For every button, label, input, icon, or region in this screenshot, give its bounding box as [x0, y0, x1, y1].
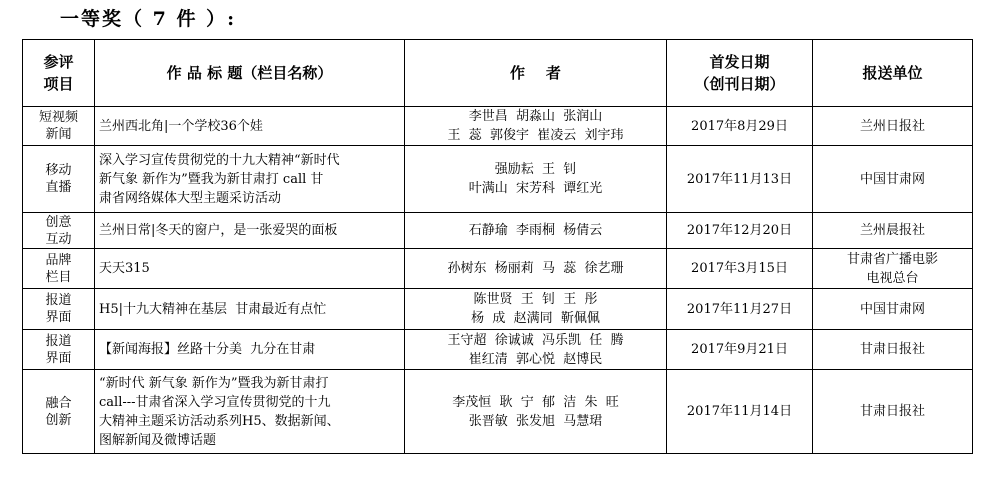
cell-title-line: 肃省网络媒体大型主题采访活动: [99, 190, 282, 206]
awards-table: [22, 39, 973, 454]
cell-category-line: 新闻: [45, 127, 72, 142]
cell-category-line: 创新: [45, 412, 72, 428]
cell-category-line: 品牌: [45, 252, 72, 268]
cell-authors: [405, 289, 667, 330]
cell-title: [95, 330, 405, 370]
cell-org-line: 甘肃日报社: [859, 404, 925, 419]
cell-date: [667, 289, 813, 330]
cell-category: [23, 330, 95, 370]
cell-title-line: call---甘肃省深入学习宣传贯彻党的十九: [99, 394, 331, 410]
cell-org-line: 甘肃日报社: [859, 342, 925, 357]
cell-title-line: “新时代 新气象 新作为”暨我为新甘肃打: [99, 375, 329, 391]
cell-org: [813, 107, 973, 146]
cell-title-line: 兰州西北角|一个学校36个娃: [99, 118, 263, 134]
cell-category-line: 报道: [45, 333, 72, 349]
table-row: [23, 213, 973, 249]
cell-date: [667, 107, 813, 146]
cell-category: [23, 146, 95, 213]
cell-org-line: 电视总台: [866, 270, 919, 286]
cell-title-line: 新气象 新作为”暨我为新甘肃打 call 甘: [99, 171, 324, 187]
cell-date-line: 2017年11月27日: [686, 301, 793, 317]
cell-category: [23, 370, 95, 454]
cell-category-line: 移动: [45, 163, 72, 178]
cell-category: [23, 213, 95, 249]
cell-category-line: 互动: [45, 231, 72, 247]
cell-date: [667, 330, 813, 370]
cell-authors-line: 王守超 徐诚诚 冯乐凯 任 腾: [447, 332, 624, 348]
cell-category-line: 短视频: [38, 110, 78, 125]
cell-title-line: 【新闻海报】丝路十分美 九分在甘肃: [99, 342, 316, 357]
table-row: [23, 370, 973, 454]
header-authors: 作 者: [405, 40, 667, 107]
cell-date: [667, 249, 813, 289]
cell-authors-line: 张晋敏 张发旭 马慧珺: [468, 413, 603, 429]
cell-authors-line: 杨 成 赵满同 靳佩佩: [471, 311, 600, 326]
cell-org: [813, 146, 973, 213]
cell-authors: [405, 213, 667, 249]
cell-title: [95, 146, 405, 213]
cell-date-line: 2017年11月13日: [686, 171, 793, 187]
cell-authors-line: 叶满山 宋芳科 谭红光: [468, 181, 603, 196]
cell-date: [667, 370, 813, 454]
cell-date: [667, 146, 813, 213]
cell-authors-line: 李茂恒 耿 宁 郁 洁 朱 旺: [452, 394, 619, 410]
cell-authors-line: 王 蕊 郭俊宇 崔凌云 刘宇玮: [447, 128, 624, 143]
cell-title-line: 兰州日常|冬天的窗户，是一张爱哭的面板: [99, 223, 338, 238]
cell-title-line: 天天315: [99, 261, 150, 276]
table-row: [23, 107, 973, 146]
cell-authors-line: 李世昌 胡淼山 张润山: [468, 109, 603, 124]
header-date: [667, 40, 813, 107]
cell-org: [813, 213, 973, 249]
table-row: [23, 146, 973, 213]
cell-authors-line: 崔红清 郭心悦 赵博民: [468, 351, 603, 367]
cell-org: [813, 289, 973, 330]
cell-category-line: 界面: [45, 350, 72, 366]
cell-category: [23, 107, 95, 146]
table-row: [23, 249, 973, 289]
header-category-line: 参评: [43, 53, 74, 71]
cell-date: [667, 213, 813, 249]
cell-category-line: 创意: [45, 214, 72, 230]
cell-category-line: 界面: [45, 310, 72, 325]
cell-title: [95, 249, 405, 289]
header-title: 作 品 标 题（栏目名称）: [95, 40, 405, 107]
table-row: [23, 289, 973, 330]
section-heading: 一等奖（ 7 件 ）:: [60, 8, 237, 30]
cell-org-line: 中国甘肃网: [859, 301, 925, 317]
cell-authors-line: 陈世贤 王 钊 王 彤: [473, 292, 598, 307]
cell-category: [23, 249, 95, 289]
cell-title-line: 深入学习宣传贯彻党的十九大精神“新时代: [99, 152, 340, 168]
header-date-line: （创刊日期）: [694, 75, 785, 93]
header-row: [23, 40, 973, 107]
header-date-line: 首发日期: [709, 53, 770, 71]
cell-title-line: 图解新闻及微博话题: [99, 432, 217, 448]
cell-date-line: 2017年9月21日: [691, 342, 788, 357]
cell-org: [813, 370, 973, 454]
cell-authors: [405, 330, 667, 370]
cell-category-line: 栏目: [45, 269, 72, 285]
cell-title: [95, 107, 405, 146]
cell-authors: [405, 146, 667, 213]
cell-org-line: 兰州日报社: [859, 118, 925, 134]
cell-org-line: 中国甘肃网: [859, 171, 925, 187]
cell-authors: [405, 249, 667, 289]
cell-category-line: 直播: [45, 180, 72, 195]
header-category-line: 项目: [43, 75, 74, 93]
cell-authors: [405, 107, 667, 146]
cell-category-line: 融合: [45, 395, 72, 411]
cell-category-line: 报道: [45, 293, 72, 308]
cell-date-line: 2017年3月15日: [691, 261, 788, 276]
cell-org-line: 甘肃省广播电影: [846, 251, 938, 267]
cell-title-line: H5|十九大精神在基层 甘肃最近有点忙: [99, 301, 327, 317]
cell-org-line: 兰州晨报社: [859, 223, 925, 238]
cell-category: [23, 289, 95, 330]
cell-authors-line: 孙树东 杨丽莉 马 蕊 徐艺珊: [447, 261, 624, 276]
table-row: [23, 330, 973, 370]
cell-authors: [405, 370, 667, 454]
cell-org: [813, 330, 973, 370]
cell-date-line: 2017年11月14日: [686, 404, 793, 419]
cell-authors-line: 强励耘 王 钊: [494, 162, 577, 177]
cell-date-line: 2017年8月29日: [691, 118, 788, 134]
cell-org: [813, 249, 973, 289]
cell-title: [95, 213, 405, 249]
cell-title: [95, 289, 405, 330]
cell-title-line: 大精神主题采访活动系列H5、数据新闻、: [99, 413, 340, 429]
cell-authors-line: 石静瑜 李雨桐 杨倩云: [468, 223, 603, 238]
cell-date-line: 2017年12月20日: [686, 223, 793, 238]
header-org: 报送单位: [813, 40, 973, 107]
cell-title: [95, 370, 405, 454]
header-category: [23, 40, 95, 107]
